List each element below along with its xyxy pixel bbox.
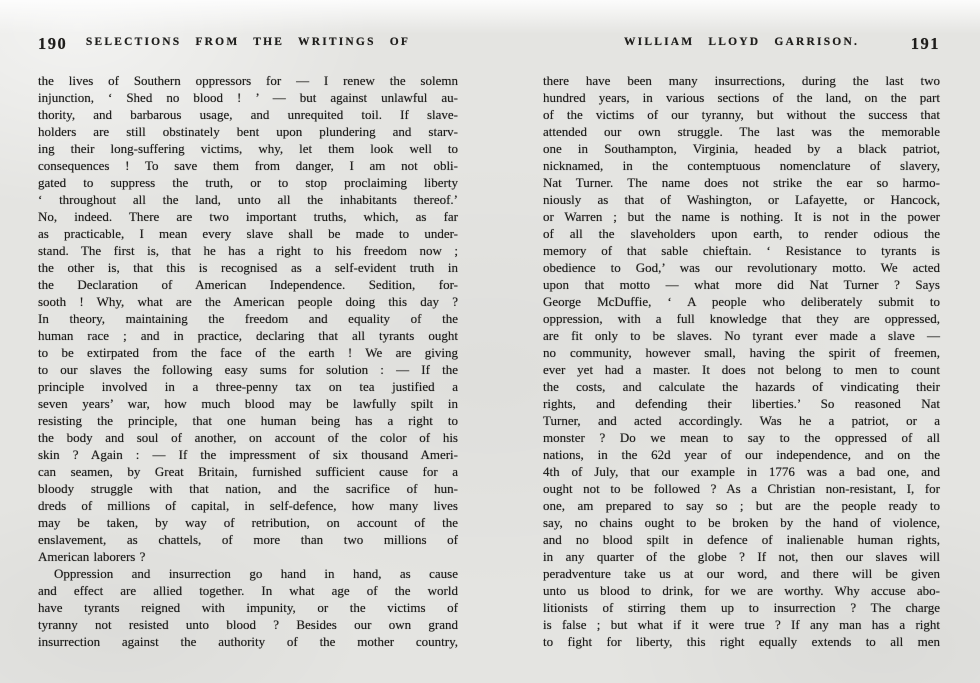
text-line: and no blood spilt in defence of inalienable human rights, — [543, 532, 940, 547]
page-header-left — [38, 32, 458, 53]
text-line: ing their long-suffering victims, why, let them look well to — [38, 141, 458, 156]
text-line: In theory, maintaining the freedom and equality of the — [38, 311, 458, 326]
text-line: tyranny not resisted unto blood ? Besides our own grand — [38, 617, 458, 632]
text-line: gated to suppress the truth, or to stop proclaiming liberty — [38, 175, 458, 190]
text-line: injunction, ‘ Shed no blood ! ’ — but against unlawful au- — [38, 90, 458, 105]
text-line: George McDuffie, ‘ A people who deliberately submit to — [543, 294, 940, 309]
text-line: have tyrants reigned with impunity, or the victims of — [38, 600, 458, 615]
text-line: can seamen, by Great Britain, furnished sufficient cause for a — [38, 464, 458, 479]
text-line: enslavement, as chattels, of more than two millions of — [38, 532, 458, 547]
text-line: nicknamed, in the contemptuous nomenclature of slavery, — [543, 158, 940, 173]
page-header-right — [543, 32, 940, 53]
text-line: the body and soul of another, on account of the color of his — [38, 430, 458, 445]
text-line: as practicable, I mean every slave shall be made to under- — [38, 226, 458, 241]
page-number-right: 191 — [910, 34, 940, 53]
text-line: to fight for liberty, this right equally extends to all men — [543, 634, 940, 649]
text-line: dreds of millions of capital, in self-defence, how many lives — [38, 498, 458, 513]
text-line: litionists of stirring them up to insurrection ? The charge — [543, 600, 940, 615]
text-line: nations, in the 62d year of our independence, and on the — [543, 447, 940, 462]
text-line: peradventure take us at our word, and there will be given — [543, 566, 940, 581]
text-line: or Warren ; but the name is nothing. It is not in the power — [543, 209, 940, 224]
text-line: in any quarter of the globe ? If not, then our slaves will — [543, 549, 940, 564]
text-line: is false ; but what if it were true ? If any man has a right — [543, 617, 940, 632]
text-line: of all the slaveholders upon earth, to render odious the — [543, 226, 940, 241]
text-line: stand. The first is, that he has a right to his freedom now ; — [38, 243, 458, 258]
text-line: thority, and barbarous usage, and unrequited toil. If slave- — [38, 107, 458, 122]
text-line: unto us blood to drink, for we are worthy. Why accuse abo- — [543, 583, 940, 598]
text-line: hundred years, in various sections of the land, on the part — [543, 90, 940, 105]
text-line: are fit only to be slaves. No tyrant ever made a slave — — [543, 328, 940, 343]
text-line: obedience to God,’ was our revolutionary motto. We acted — [543, 260, 940, 275]
page-body-right — [543, 72, 940, 650]
text-line: may be taken, by way of retribution, on account of the — [38, 515, 458, 530]
text-line: no community, however small, having the spirit of freemen, — [543, 345, 940, 360]
text-line: one, am prepared to say so ; but are the people ready to — [543, 498, 940, 513]
running-head-left: SELECTIONS FROM THE WRITINGS OF — [85, 36, 411, 48]
text-line: one in Southampton, Virginia, headed by a black patriot, — [543, 141, 940, 156]
text-line: Oppression and insurrection go hand in hand, as cause — [54, 566, 458, 581]
running-head-right: WILLIAM LLOYD GARRISON. — [623, 36, 860, 48]
text-line: to our slaves the following easy sums for solution : — If the — [38, 362, 458, 377]
text-line: insurrection against the authority of the mother country, — [38, 634, 458, 649]
text-line: principle involved in a three-penny tax on tea justified a — [38, 379, 458, 394]
text-line: ever yet had a master. It does not belong to men to count — [543, 362, 940, 377]
text-line: consequences ! To save them from danger, I am not obli- — [38, 158, 458, 173]
text-line: sooth ! Why, what are the American people doing this day ? — [38, 294, 458, 309]
text-line: seven years’ war, how much blood may be lawfully spilt in — [38, 396, 458, 411]
text-line: attended our own struggle. The last was the memorable — [543, 124, 940, 139]
text-line: ought not to be followed ? As a Christian non-resistant, I, for — [543, 481, 940, 496]
text-line: the other is, that this is recognised as a self-evident truth in — [38, 260, 458, 275]
text-line: say, no chains ought to be broken by the hand of violence, — [543, 515, 940, 530]
text-line: the Declaration of American Independence. Sedition, for- — [38, 277, 458, 292]
page-190 — [38, 32, 458, 650]
text-line: of the victims of our tyranny, but without the success that — [543, 107, 940, 122]
text-line: rights, and defending their liberties.’ So reasoned Nat — [543, 396, 940, 411]
text-line: bloody struggle with that nation, and the sacrifice of hun- — [38, 481, 458, 496]
text-line: ‘ throughout all the land, unto all the inhabitants thereof.’ — [38, 192, 458, 207]
text-line: skin ? Again : — If the impressment of six thousand Ameri- — [38, 447, 458, 462]
text-line: monster ? Do we mean to say to the oppressed of all — [543, 430, 940, 445]
text-line: Turner, and acted accordingly. Was he a patriot, or a — [543, 413, 940, 428]
text-line: and effect are allied together. In what age of the world — [38, 583, 458, 598]
text-line: upon that motto — what more did Nat Turner ? Says — [543, 277, 940, 292]
text-line: oppression, with a full knowledge that they are oppressed, — [543, 311, 940, 326]
text-line: resisting the principle, that one human being has a right to — [38, 413, 458, 428]
text-line: the lives of Southern oppressors for — I renew the solemn — [38, 73, 458, 88]
text-line: memory of that sable chieftain. ‘ Resistance to tyrants is — [543, 243, 940, 258]
text-line: holders are still obstinately bent upon plundering and starv- — [38, 124, 458, 139]
text-line: American laborers ? — [38, 549, 146, 564]
text-line: No, indeed. There are two important truths, which, as far — [38, 209, 458, 224]
text-line: 4th of July, that our example in 1776 was a bad one, and — [543, 464, 940, 479]
text-line: there have been many insurrections, during the last two — [543, 73, 940, 88]
text-line: to be extirpated from the face of the earth ! We are giving — [38, 345, 458, 360]
page-number-left: 190 — [38, 34, 68, 53]
text-line: the costs, and calculate the hazards of vindicating their — [543, 379, 940, 394]
text-line: human race ; and in practice, declaring that all tyrants ought — [38, 328, 458, 343]
page-191 — [543, 32, 940, 650]
text-line: niously as that of Washington, or Lafayette, or Hancock, — [543, 192, 940, 207]
text-line: Nat Turner. The name does not strike the ear so harmo- — [543, 175, 940, 190]
page-body-left — [38, 72, 458, 650]
